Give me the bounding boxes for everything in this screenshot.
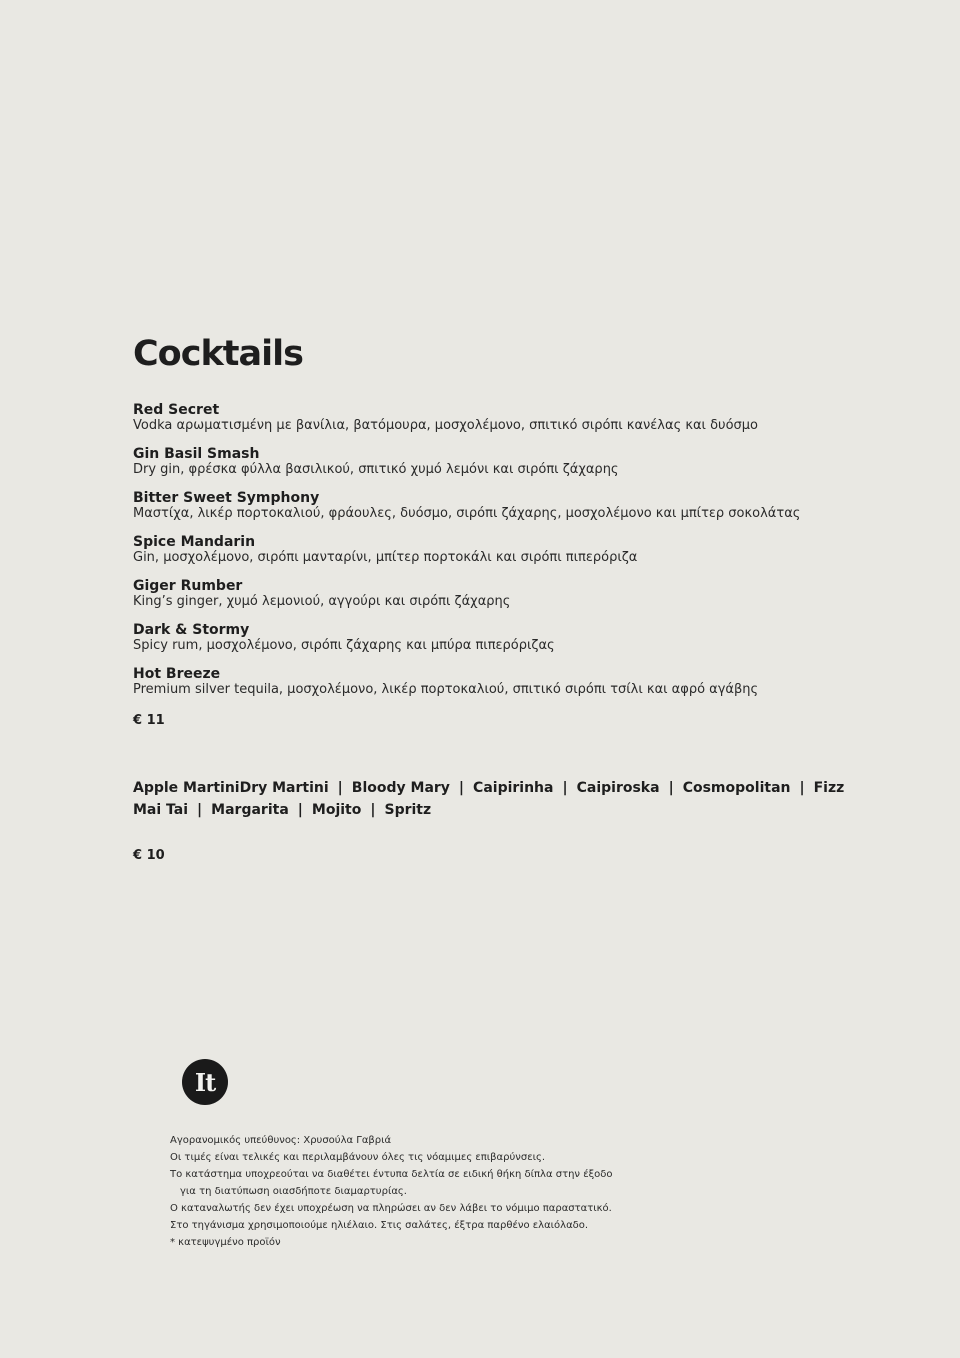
separator: | (458, 780, 465, 796)
brand-logo (182, 1059, 228, 1105)
separator: | (799, 780, 805, 796)
list-item (133, 535, 893, 579)
footer-line: Στο τηγάνισμα χρησιμοποιούμε ηλιέλαιο. Στις σαλάτες, έξτρα παρθένο ελαιόλαδο. (170, 1220, 589, 1231)
cocktail-name: Red Secret (133, 402, 220, 418)
cocktail-description: Dry gin, φρέσκα φύλλα βασιλικού, σπιτικό χυμό λεμόνι και σιρόπι ζάχαρης (133, 462, 619, 477)
separator: | (297, 802, 303, 818)
classics-row-1 (133, 777, 913, 799)
separator: | (668, 780, 674, 796)
footer-line: για τη διατύπωση οιασδήποτε διαμαρτυρίας. (180, 1186, 407, 1197)
logo-text: It (194, 1067, 216, 1097)
list-item (133, 579, 893, 623)
classic-cocktails (133, 777, 913, 821)
separator: | (197, 802, 203, 818)
cocktail-description: Gin, μοσχολέμονο, σιρόπι μανταρίνι, μπίτερ πορτοκάλι και σιρόπι πιπερόριζα (133, 550, 638, 565)
list-item (133, 667, 893, 711)
cocktail-name: Giger Rumber (133, 578, 243, 594)
classic-item: Mojito (311, 802, 362, 818)
classic-item: Cosmopolitan (682, 780, 791, 796)
separator: | (562, 780, 568, 796)
cocktail-name: Spice Mandarin (133, 534, 256, 550)
legal-footer (170, 1132, 870, 1251)
cocktail-list (133, 403, 893, 711)
classic-item: Spritz (384, 802, 432, 818)
separator: | (337, 780, 343, 796)
classic-item: Fizz (813, 780, 845, 796)
classic-item: Caipirinha (473, 780, 554, 796)
list-item (133, 447, 893, 491)
classic-item: Apple MartiniDry Martini (133, 780, 329, 796)
footer-line: Ο καταναλωτής δεν έχει υποχρέωση να πληρώσει αν δεν λάβει το νόμιμο παραστατικό. (170, 1203, 612, 1214)
cocktail-name: Bitter Sweet Symphony (133, 490, 320, 506)
classic-item: Mai Tai (133, 802, 189, 818)
cocktail-name: Dark & Stormy (133, 622, 250, 638)
cocktail-description: Vodka αρωματισμένη με βανίλια, βατόμουρα, μοσχολέμονο, σπιτικό σιρόπι κανέλας και δυόσμο (133, 418, 758, 433)
cocktail-name: Hot Breeze (133, 666, 221, 682)
footer-line: * κατεψυγμένο προϊόν (170, 1237, 281, 1248)
signature-price: € 11 (133, 713, 165, 728)
cocktail-description: Premium silver tequila, μοσχολέμονο, λικέρ πορτοκαλιού, σπιτικό σιρόπι τσίλι και αφρό αγάβης (133, 682, 759, 697)
cocktail-description: Spicy rum, μοσχολέμονο, σιρόπι ζάχαρης και μπύρα πιπερόριζας (133, 638, 555, 653)
list-item (133, 623, 893, 667)
classic-item: Bloody Mary (351, 780, 450, 796)
cocktail-description: Μαστίχα, λικέρ πορτοκαλιού, φράουλες, δυόσμο, σιρόπι ζάχαρης, μοσχολέμονο και μπίτερ σοκολάτας (133, 506, 801, 521)
separator: | (370, 802, 376, 818)
classic-item: Margarita (211, 802, 289, 818)
cocktail-name: Gin Basil Smash (133, 446, 260, 462)
footer-line: Οι τιμές είναι τελικές και περιλαμβάνουν όλες τις νόαμιμες επιβαρύνσεις. (170, 1152, 546, 1163)
cocktail-description: King’s ginger, χυμό λεμονιού, αγγούρι και σιρόπι ζάχαρης (133, 594, 511, 609)
page-title: Cocktails (133, 334, 303, 374)
footer-line: Αγορανομικός υπεύθυνος: Χρυσούλα Γαβριά (170, 1135, 392, 1146)
list-item (133, 403, 893, 447)
classics-row-2 (133, 799, 913, 821)
classic-item: Caipiroska (576, 780, 660, 796)
list-item (133, 491, 893, 535)
classics-price: € 10 (133, 848, 165, 863)
footer-line: Το κατάστημα υποχρεούται να διαθέτει έντυπα δελτία σε ειδική θήκη δίπλα στην έξοδο (170, 1169, 613, 1180)
